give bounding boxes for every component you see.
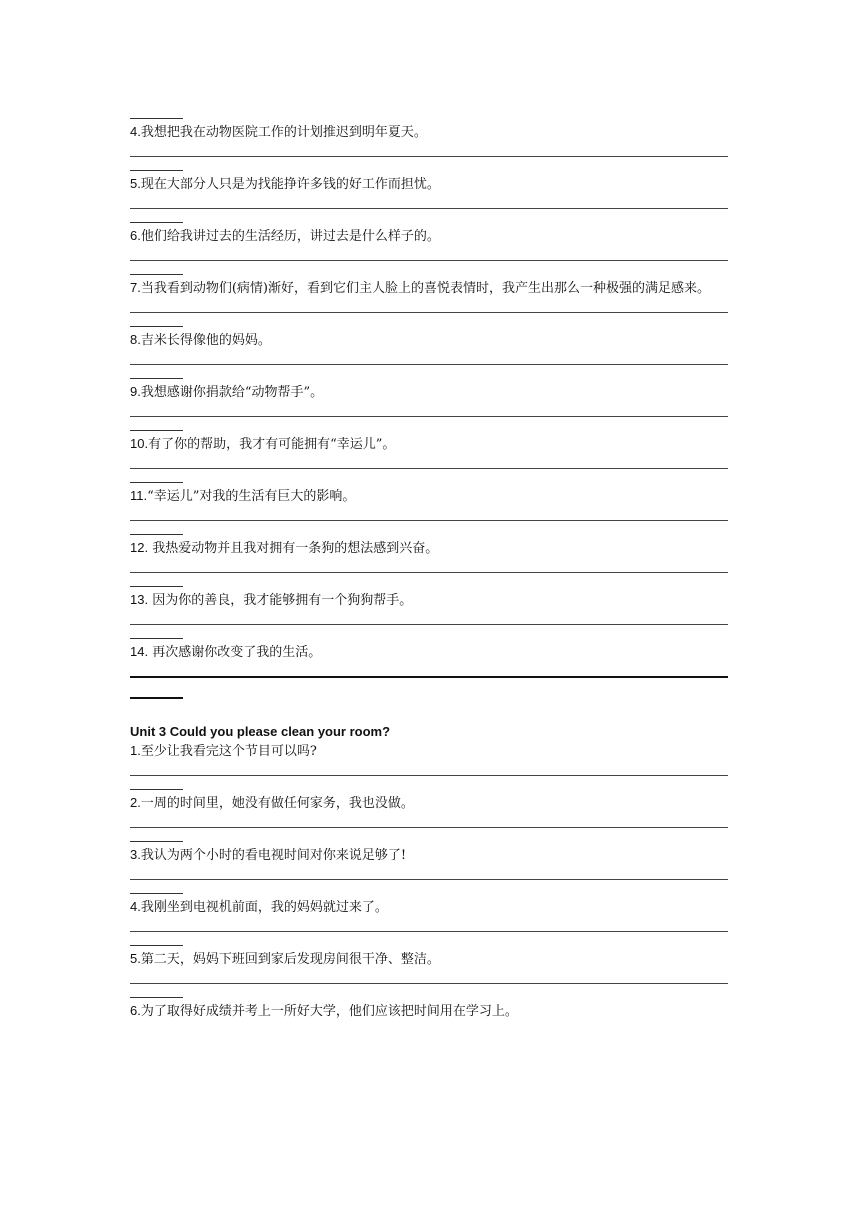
- answer-line: [130, 827, 728, 828]
- answer-line-continuation: [130, 274, 183, 275]
- answer-line-continuation: [130, 430, 183, 431]
- question-item: [130, 173, 728, 196]
- question-text: 我刚坐到电视机前面，我的妈妈就过来了。: [140, 900, 388, 915]
- question-number: 7.: [130, 280, 141, 295]
- question-item: [130, 485, 728, 508]
- question-text: 我认为两个小时的看电视时间对你来说足够了!: [140, 848, 407, 863]
- question-number: 11.: [130, 488, 148, 503]
- question-number: 6.: [130, 228, 141, 243]
- question-item: [130, 641, 728, 664]
- answer-line: [130, 364, 728, 365]
- question-text: 我想把我在动物医院工作的计划推迟到明年夏天。: [140, 125, 427, 140]
- question-text: 至少让我看完这个节目可以吗?: [140, 744, 317, 759]
- answer-line-continuation: [130, 638, 183, 639]
- question-number: 5.: [130, 951, 141, 966]
- question-number: 5.: [130, 176, 141, 191]
- answer-line: [130, 879, 728, 880]
- question-item: [130, 329, 728, 352]
- question-text: 吉米长得像他的妈妈。: [140, 333, 271, 348]
- answer-line: [130, 624, 728, 625]
- question-text: 现在大部分人只是为找能挣许多钱的好工作而担忧。: [140, 177, 440, 192]
- answer-line-continuation: [130, 841, 183, 842]
- question-text: 为了取得好成绩并考上一所好大学，他们应该把时间用在学习上。: [140, 1004, 518, 1019]
- question-number: 8.: [130, 332, 141, 347]
- answer-line-continuation: [130, 118, 183, 119]
- question-text: 一周的时间里，她没有做任何家务，我也没做。: [140, 796, 414, 811]
- answer-line: [130, 520, 728, 521]
- question-number: 9.: [130, 384, 141, 399]
- question-number: 3.: [130, 847, 141, 862]
- answer-line: [130, 775, 728, 776]
- question-text: 当我看到动物们(病情)渐好，看到它们主人脸上的喜悦表情时，我产生出那么一种极强的满足感来。: [140, 281, 710, 296]
- answer-line-continuation: [130, 326, 183, 327]
- answer-line: [130, 260, 728, 261]
- question-number: 4.: [130, 124, 141, 139]
- question-item: [130, 589, 728, 612]
- answer-line-continuation: [130, 482, 183, 483]
- answer-line-continuation: [130, 534, 183, 535]
- answer-line-continuation: [130, 789, 183, 790]
- answer-line-continuation: [130, 945, 183, 946]
- question-item: [130, 121, 728, 144]
- question-number: 10.: [130, 436, 149, 451]
- question-item: [130, 740, 728, 763]
- answer-line-continuation: [130, 586, 183, 587]
- answer-line: [130, 312, 728, 313]
- question-number: 6.: [130, 1003, 141, 1018]
- question-number: 14.: [130, 644, 149, 659]
- question-number: 1.: [130, 743, 141, 758]
- question-text: “幸运儿”对我的生活有巨大的影响。: [147, 489, 356, 504]
- answer-line: [130, 676, 728, 678]
- answer-line: [130, 416, 728, 417]
- question-number: 13.: [130, 592, 149, 607]
- question-item: [130, 225, 728, 248]
- answer-line-continuation: [130, 378, 183, 379]
- question-text: 第二天，妈妈下班回到家后发现房间很干净、整洁。: [140, 952, 440, 967]
- answer-line-continuation: [130, 893, 183, 894]
- question-text: 有了你的帮助，我才有可能拥有“幸运儿”。: [148, 437, 396, 452]
- answer-line-continuation: [130, 697, 183, 699]
- question-number: 12.: [130, 540, 149, 555]
- question-item: [130, 1000, 728, 1023]
- question-text: 再次感谢你改变了我的生活。: [148, 645, 322, 660]
- question-text: 他们给我讲过去的生活经历，讲过去是什么样子的。: [140, 229, 440, 244]
- answer-line: [130, 983, 728, 984]
- question-item: [130, 948, 728, 971]
- answer-line: [130, 468, 728, 469]
- question-text: 我想感谢你捐款给“动物帮手”。: [140, 385, 324, 400]
- worksheet-content: [130, 108, 728, 1023]
- answer-line-continuation: [130, 170, 183, 171]
- question-item: [130, 381, 728, 404]
- question-item: [130, 433, 728, 456]
- answer-line: [130, 572, 728, 573]
- answer-line: [130, 208, 728, 209]
- answer-line-continuation: [130, 222, 183, 223]
- question-text: 因为你的善良，我才能够拥有一个狗狗帮手。: [148, 593, 413, 608]
- answer-line-continuation: [130, 997, 183, 998]
- question-item: [130, 896, 728, 919]
- question-item: [130, 792, 728, 815]
- question-item: [130, 537, 728, 560]
- question-number: 2.: [130, 795, 141, 810]
- question-number: 4.: [130, 899, 141, 914]
- unit-title: Unit 3 Could you please clean your room?: [130, 724, 391, 739]
- question-item: [130, 277, 728, 300]
- question-item: [130, 844, 728, 867]
- answer-line: [130, 931, 728, 932]
- question-text: 我热爱动物并且我对拥有一条狗的想法感到兴奋。: [148, 541, 439, 556]
- answer-line: [130, 156, 728, 157]
